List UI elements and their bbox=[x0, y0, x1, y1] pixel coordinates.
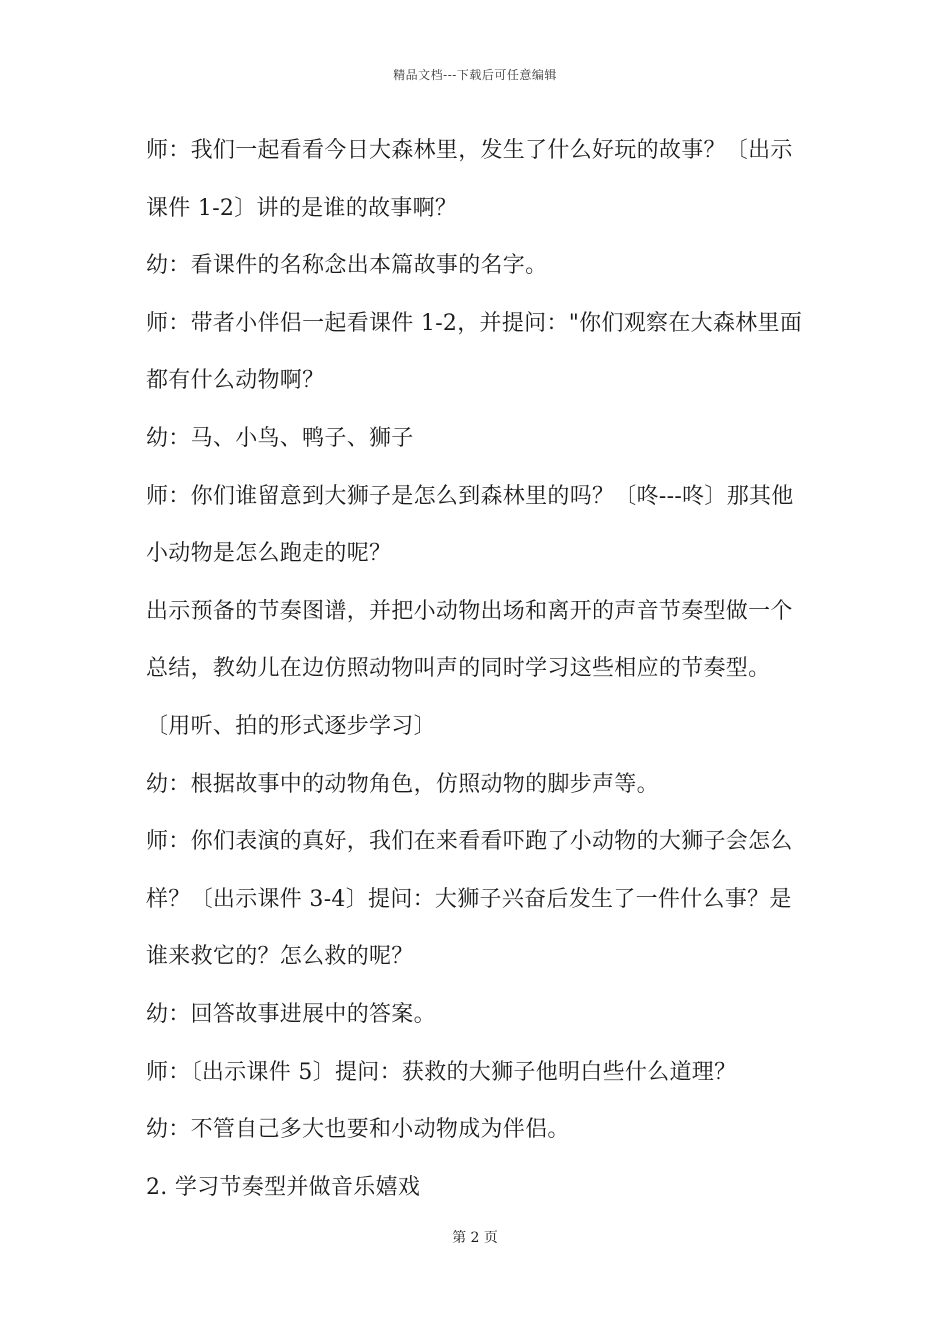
text-line: 出示预备的节奏图谱，并把小动物出场和离开的声音节奏型做一个 bbox=[146, 598, 793, 624]
text-line: 师：〔出示课件 5〕提问：获救的大狮子他明白些什么道理？ bbox=[146, 1059, 737, 1085]
text-line: 幼：根据故事中的动物角色，仿照动物的脚步声等。 bbox=[146, 771, 659, 797]
text-line: 师：你们谁留意到大狮子是怎么到森林里的吗？〔咚---咚〕那其他 bbox=[146, 483, 794, 509]
text-line: 总结，教幼儿在边仿照动物叫声的同时学习这些相应的节奏型。 bbox=[146, 656, 771, 682]
text-line: 样？〔出示课件 3-4〕提问：大狮子兴奋后发生了一件什么事？是 bbox=[146, 886, 792, 912]
text-line: 幼：马、小鸟、鸭子、狮子 bbox=[146, 425, 414, 451]
document-body bbox=[146, 131, 818, 1225]
text-line: 小动物是怎么跑走的呢？ bbox=[146, 541, 392, 567]
section-heading: 2. 学习节奏型并做音乐嬉戏 bbox=[146, 1174, 421, 1200]
text-line: 师：你们表演的真好，我们在来看看吓跑了小动物的大狮子会怎么 bbox=[146, 829, 793, 855]
text-line: 幼：看课件的名称念出本篇故事的名字。 bbox=[146, 253, 548, 279]
page-header: 精品文档---下载后可任意编辑 bbox=[393, 68, 557, 82]
text-line: 都有什么动物啊？ bbox=[146, 368, 325, 394]
text-line: 幼：回答故事进展中的答案。 bbox=[146, 1001, 436, 1027]
text-line: 课件 1-2〕讲的是谁的故事啊？ bbox=[146, 195, 458, 221]
text-line: 幼：不管自己多大也要和小动物成为伴侣。 bbox=[146, 1117, 570, 1143]
text-line: 师：我们一起看看今日大森林里，发生了什么好玩的故事？〔出示 bbox=[146, 138, 793, 163]
text-line: 谁来救它的？怎么救的呢？ bbox=[146, 944, 414, 970]
text-line: 〔用听、拍的形式逐步学习〕 bbox=[146, 713, 436, 739]
text-line: 师：带者小伴侣一起看课件 1-2，并提问："你们观察在大森林里面 bbox=[146, 310, 803, 336]
page-number: 第 2 页 bbox=[452, 1230, 498, 1246]
